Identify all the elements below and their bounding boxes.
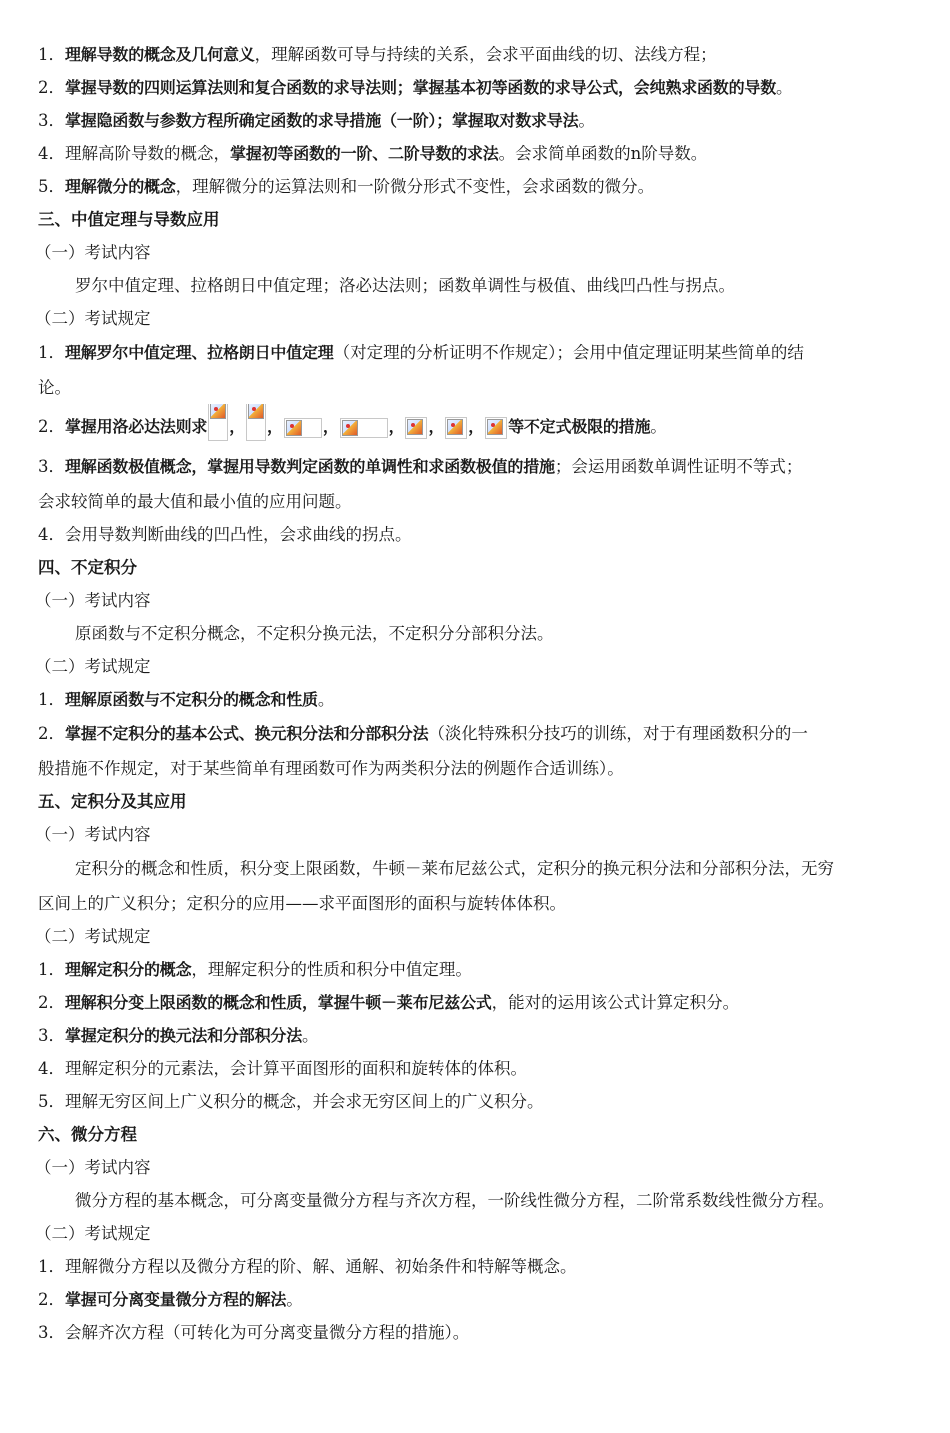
rule-item: 4．理解高阶导数的概念，掌握初等函数的一阶、二阶导数的求法。会求简单函数的n阶导数。 <box>38 144 708 163</box>
rule-item: 1．理解定积分的概念，理解定积分的性质和积分中值定理。 <box>38 960 472 979</box>
section-title: 五、定积分及其应用 <box>38 792 187 811</box>
rule-item: 1．理解原函数与不定积分的概念和性质。 <box>38 690 335 709</box>
rule-item: 1．理解微分方程以及微分方程的阶、解、通解、初始条件和特解等概念。 <box>38 1257 577 1276</box>
subsection-label: （一）考试内容 <box>35 1158 151 1177</box>
broken-image-icon <box>246 404 266 441</box>
exam-content: 定积分的概念和性质，积分变上限函数，牛顿－莱布尼兹公式，定积分的换元积分法和分部积分法，无穷 <box>75 859 834 878</box>
exam-content: 罗尔中值定理、拉格朗日中值定理；洛必达法则；函数单调性与极值、曲线凹凸性与拐点。 <box>75 276 735 295</box>
section-title: 四、不定积分 <box>38 558 137 577</box>
rule-item: 2．掌握不定积分的基本公式、换元积分法和分部积分法（淡化特殊积分技巧的训练，对于有理函数积分的一 <box>38 724 808 743</box>
subsection-label: （一）考试内容 <box>35 591 151 610</box>
rule-item-continuation: 般措施不作规定，对于某些简单有理函数可作为两类积分法的例题作合适训练）。 <box>38 759 624 778</box>
broken-image-icon <box>284 418 322 438</box>
rule-item: 2．掌握用洛必达法则求 ， ， ， ， ， ， 等不定式极限的措施。 <box>38 404 912 449</box>
rule-item: 4．理解定积分的元素法，会计算平面图形的面积和旋转体的体积。 <box>38 1059 527 1078</box>
broken-image-icon <box>485 417 507 439</box>
exam-content-continuation: 区间上的广义积分；定积分的应用——求平面图形的面积与旋转体体积。 <box>38 894 566 913</box>
broken-image-icon <box>445 417 467 439</box>
broken-image-icon <box>208 404 228 441</box>
subsection-label: （二）考试规定 <box>35 309 151 328</box>
broken-image-icon <box>340 418 388 438</box>
rule-item: 3．会解齐次方程（可转化为可分离变量微分方程的措施）。 <box>38 1323 470 1342</box>
subsection-label: （一）考试内容 <box>35 243 151 262</box>
subsection-label: （一）考试内容 <box>35 825 151 844</box>
subsection-label: （二）考试规定 <box>35 927 151 946</box>
rule-item: 5．理解无穷区间上广义积分的概念，并会求无穷区间上的广义积分。 <box>38 1092 544 1111</box>
subsection-label: （二）考试规定 <box>35 657 151 676</box>
broken-image-icon <box>405 417 427 439</box>
rule-item-continuation: 论。 <box>38 378 71 397</box>
section-title: 三、中值定理与导数应用 <box>38 210 220 229</box>
rule-item: 3．掌握定积分的换元法和分部积分法。 <box>38 1026 319 1045</box>
rule-item: 4．会用导数判断曲线的凹凸性，会求曲线的拐点。 <box>38 525 412 544</box>
rule-item: 5．理解微分的概念，理解微分的运算法则和一阶微分形式不变性，会求函数的微分。 <box>38 177 655 196</box>
rule-item: 1．理解罗尔中值定理、拉格朗日中值定理（对定理的分析证明不作规定）；会用中值定理证明某些简单的结 <box>38 343 804 362</box>
section-title: 六、微分方程 <box>38 1125 137 1144</box>
rule-item-continuation: 会求较简单的最大值和最小值的应用问题。 <box>38 492 352 511</box>
subsection-label: （二）考试规定 <box>35 1224 151 1243</box>
rule-item: 1．理解导数的概念及几何意义，理解函数可导与持续的关系，会求平面曲线的切、法线方程； <box>38 45 717 64</box>
rule-item: 2．掌握可分离变量微分方程的解法。 <box>38 1290 303 1309</box>
rule-item: 2．理解积分变上限函数的概念和性质，掌握牛顿－莱布尼兹公式，能对的运用该公式计算定积分。 <box>38 993 740 1012</box>
rule-item: 2．掌握导数的四则运算法则和复合函数的求导法则；掌握基本初等函数的求导公式，会纯熟求函数的导数。 <box>38 78 793 97</box>
exam-content: 微分方程的基本概念，可分离变量微分方程与齐次方程，一阶线性微分方程，二阶常系数线性微分方程。 <box>75 1191 834 1210</box>
exam-content: 原函数与不定积分概念，不定积分换元法，不定积分分部积分法。 <box>75 624 554 643</box>
rule-item: 3．理解函数极值概念，掌握用导数判定函数的单调性和求函数极值的措施；会运用函数单调性证明不等式； <box>38 457 803 476</box>
rule-item: 3．掌握隐函数与参数方程所确定函数的求导措施（一阶）；掌握取对数求导法。 <box>38 111 595 130</box>
